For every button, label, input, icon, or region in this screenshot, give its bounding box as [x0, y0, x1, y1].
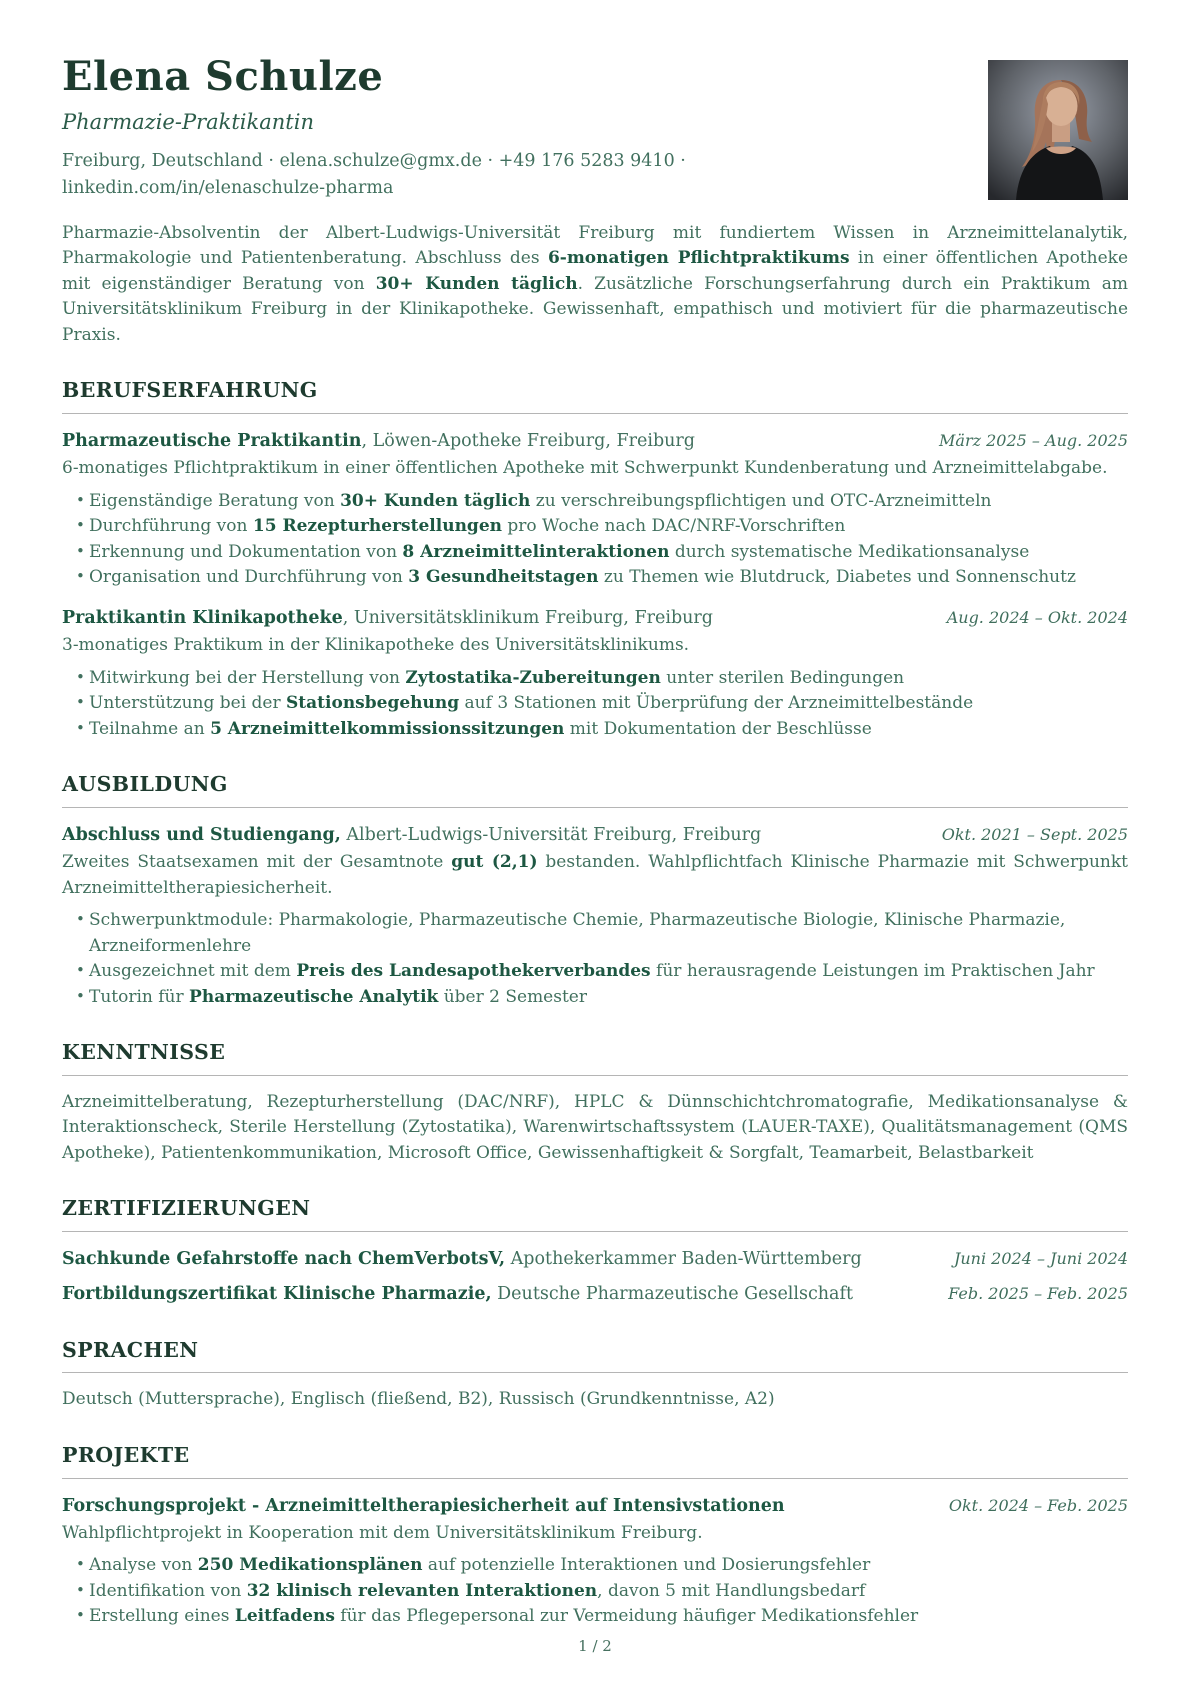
entry-description — [62, 850, 1128, 901]
text-segment: Pharmazie-Absolventin der Albert-Ludwigs-Universität Freiburg mit fundiertem Wissen in Arzneimittelanalytik, Pharmakologie und Patientenberatung. Abschluss des — [62, 222, 1128, 269]
section-heading: ZERTIFIZIERUNGEN — [62, 1196, 311, 1221]
bullet-text — [89, 668, 904, 688]
text-segment: über 2 Semester — [438, 986, 587, 1007]
section-heading: SPRACHEN — [62, 1337, 199, 1362]
entry-title — [62, 428, 695, 454]
bullet-text — [89, 910, 1065, 956]
text-segment: Schwerpunktmodule: Pharmakologie, Pharmazeutische Chemie, Pharmazeutische Biologie, Klinische Pharmazie, Arzneiformenlehre — [89, 910, 1066, 956]
text-segment: Deutsch (Muttersprache), Englisch (fließend, B2), Russisch (Grundkenntnisse, A2) — [62, 1389, 775, 1410]
bullet-item — [76, 959, 1128, 985]
section-divider — [62, 1372, 1128, 1373]
entry-title-bold: Abschluss und Studiengang, — [62, 824, 341, 845]
entry — [62, 1493, 1128, 1630]
entry-bullet-list — [62, 908, 1128, 1010]
header-identity — [62, 53, 686, 202]
text-segment: , davon 5 mit Handlungsbedarf — [597, 1580, 866, 1601]
person-job-title: Pharmazie-Praktikantin — [62, 110, 314, 134]
entry-header — [62, 1281, 1128, 1307]
entry-date-range: März 2025 – Aug. 2025 — [939, 431, 1128, 450]
bullet-text — [89, 1581, 865, 1601]
section-heading: BERUFSERFAHRUNG — [62, 378, 318, 403]
text-segment: 6-monatiges Pflichtpraktikum in einer öffentlichen Apotheke mit Schwerpunkt Kundenberatung und Arzneimittelabgabe. — [62, 458, 1108, 479]
text-segment: Unterstützung bei der — [89, 693, 287, 713]
entry — [62, 822, 1128, 1010]
bullet-item — [76, 540, 1128, 566]
entry-title — [62, 1246, 862, 1272]
entry-bullet-list — [62, 489, 1128, 591]
entry-title-bold: Pharmazeutische Praktikantin — [62, 431, 362, 451]
section-berufserfahrung — [62, 375, 1128, 742]
bullet-text — [89, 719, 872, 739]
highlight-text: 5 Arzneimittelkommissionssitzungen — [210, 718, 565, 739]
bullet-marker: • — [76, 693, 85, 711]
text-segment: Organisation und Durchführung von — [89, 567, 409, 588]
resume-header — [62, 53, 1128, 202]
section-projekte — [62, 1440, 1128, 1630]
entry — [62, 428, 1128, 591]
entry-title — [62, 822, 761, 848]
highlight-text: 3 Gesundheitstagen — [408, 567, 599, 588]
section-heading: PROJEKTE — [62, 1442, 190, 1467]
bullet-text — [89, 987, 587, 1007]
entry-title-rest: Deutsche Pharmazeutische Gesellschaft — [491, 1284, 854, 1305]
bullet-marker: • — [76, 961, 85, 979]
entry-header — [62, 605, 1128, 631]
text-segment: zu Themen wie Blutdruck, Diabetes und Sonnenschutz — [598, 567, 1076, 588]
entry-title-bold: Fortbildungszertifikat Klinische Pharmazie, — [62, 1284, 492, 1305]
entry-description — [62, 1521, 1128, 1547]
highlight-text: Preis des Landesapothekerverbandes — [296, 961, 651, 981]
highlight-text: 15 Rezepturherstellungen — [252, 516, 502, 537]
bullet-item — [76, 717, 1128, 743]
text-segment: Ausgezeichnet mit dem — [89, 961, 297, 981]
section-ausbildung — [62, 769, 1128, 1010]
text-segment: Identifikation von — [89, 1580, 247, 1601]
text-segment: durch systematische Medikationsanalyse — [669, 541, 1030, 562]
bullet-text — [89, 491, 991, 511]
entry-description — [62, 456, 1128, 482]
section-paragraph — [62, 1387, 1128, 1413]
bullet-marker: • — [76, 910, 85, 928]
section-divider — [62, 413, 1128, 414]
entry-header — [62, 1493, 1128, 1519]
bullet-marker: • — [76, 1555, 85, 1574]
bullet-marker: • — [76, 667, 85, 686]
bullet-marker: • — [76, 1580, 85, 1599]
highlight-text: 32 klinisch relevanten Interaktionen — [246, 1580, 598, 1601]
portrait-photo-graphic — [988, 60, 1128, 200]
section-heading: KENNTNISSE — [62, 1040, 226, 1064]
entry-date-range: Juni 2024 – Juni 2024 — [953, 1249, 1128, 1268]
text-segment: auf 3 Stationen mit Überprüfung der Arzneimittelbestände — [459, 693, 974, 713]
bullet-item — [76, 489, 1128, 515]
section-heading: AUSBILDUNG — [62, 772, 228, 796]
highlight-text: Pharmazeutische Analytik — [189, 986, 439, 1007]
section-sprachen — [62, 1335, 1128, 1413]
bullet-marker: • — [76, 541, 85, 560]
entry-title — [62, 605, 713, 631]
section-divider — [62, 1075, 1128, 1076]
bullet-text — [89, 567, 1076, 587]
text-segment: für herausragende Leistungen im Praktischen Jahr — [650, 961, 1095, 981]
page-number: 1 / 2 — [578, 1636, 612, 1655]
entry-header — [62, 822, 1128, 848]
bullet-marker: • — [76, 718, 85, 737]
bullet-marker: • — [76, 986, 85, 1005]
bullet-text — [89, 693, 973, 713]
entry — [62, 1281, 1128, 1307]
highlight-text: Stationsbegehung — [286, 693, 460, 713]
profile-summary — [62, 221, 1128, 349]
text-segment: Tutorin für — [89, 986, 190, 1007]
text-segment: mit Dokumentation der Beschlüsse — [564, 718, 872, 739]
highlight-text: 30+ Kunden täglich — [340, 490, 531, 511]
entry-title-rest: Albert-Ludwigs-Universität Freiburg, Freiburg — [340, 824, 762, 845]
text-segment: auf potenzielle Interaktionen und Dosierungsfehler — [422, 1555, 871, 1576]
contact-info — [62, 148, 686, 202]
entry-header — [62, 428, 1128, 454]
text-segment: pro Woche nach DAC/NRF-Vorschriften — [502, 516, 846, 537]
bullet-item — [76, 565, 1128, 591]
entry-date-range: Okt. 2024 – Feb. 2025 — [948, 1495, 1128, 1515]
bullet-item — [76, 1553, 1128, 1579]
text-segment: . Zusätzliche Forschungserfahrung durch ein Praktikum am Universitätsklinikum Freiburg in der Klinikapotheke. Gewissenhaft, empathisch und motiviert für die pharmazeutische Praxis. — [62, 273, 1128, 345]
highlight-text: Zytostatika-Zubereitungen — [405, 667, 661, 688]
bullet-item — [76, 514, 1128, 540]
entry-title-rest: , Universitätsklinikum Freiburg, Freiburg — [342, 607, 713, 628]
text-segment: Durchführung von — [89, 516, 253, 537]
resume-sections — [62, 375, 1128, 1630]
entry-title-bold: Sachkunde Gefahrstoffe nach ChemVerbotsV, — [62, 1249, 506, 1269]
section-divider — [62, 1478, 1128, 1479]
text-segment: Wahlpflichtprojekt in Kooperation mit dem Universitätsklinikum Freiburg. — [62, 1522, 703, 1543]
bullet-text — [89, 961, 1095, 981]
profile-photo — [988, 60, 1128, 200]
entry-date-range: Okt. 2021 – Sept. 2025 — [941, 824, 1128, 844]
entry-description — [62, 633, 1128, 659]
entry-title-bold: Praktikantin Klinikapotheke — [62, 607, 343, 628]
bullet-item — [76, 691, 1128, 717]
person-name: Elena Schulze — [62, 53, 384, 100]
bullet-item — [76, 908, 1128, 959]
bullet-marker: • — [76, 1606, 85, 1625]
highlight-text: gut (2,1) — [451, 852, 538, 872]
highlight-text: Leitfadens — [234, 1606, 335, 1627]
entry-date-range: Feb. 2025 – Feb. 2025 — [948, 1284, 1128, 1304]
text-segment: in einer öffentlichen Apotheke mit eigenständiger Beratung von — [62, 248, 1129, 294]
text-segment: Erkennung und Dokumentation von — [89, 541, 403, 562]
text-segment: Analyse von — [89, 1555, 198, 1576]
section-zertifizierungen — [62, 1193, 1128, 1307]
bullet-text — [89, 542, 1029, 562]
text-segment: zu verschreibungspflichtigen und OTC-Arzneimitteln — [530, 490, 992, 511]
bullet-item — [76, 1604, 1128, 1630]
entry — [62, 605, 1128, 742]
text-segment: Arzneimittelberatung, Rezepturherstellung (DAC/NRF), HPLC & Dünnschichtchromatografie, Medikationsanalyse & Interaktionscheck, Sterile Herstellung (Zytostatika), Warenwirtschaftssystem (LAUER-TAXE), Qualitätsmanagement (QMS Apotheke), Patientenkommunikation, Microsoft Office, Gewissenhaftigkeit & Sorgfalt, Teamarbeit, Belastbarkeit — [62, 1091, 1128, 1163]
bullet-marker: • — [76, 516, 85, 535]
section-paragraph — [62, 1090, 1128, 1167]
text-segment: Erstellung eines — [89, 1606, 235, 1627]
entry-bullet-list — [62, 666, 1128, 743]
highlight-text: 8 Arzneimittelinteraktionen — [402, 541, 670, 562]
entry-header — [62, 1246, 1128, 1272]
text-segment: für das Pflegepersonal zur Vermeidung häufiger Medikationsfehler — [334, 1606, 919, 1627]
contact-line-2: linkedin.com/in/elenaschulze-pharma — [62, 177, 394, 198]
bullet-item — [76, 985, 1128, 1011]
entry-title-bold: Forschungsprojekt - Arzneimitteltherapiesicherheit auf Intensivstationen — [62, 1495, 785, 1516]
entry-title — [62, 1493, 785, 1519]
section-divider — [62, 807, 1128, 808]
entry-title-rest: Apothekerkammer Baden-Württemberg — [505, 1249, 862, 1269]
section-kenntnisse — [62, 1037, 1128, 1166]
text-segment: Teilnahme an — [89, 718, 211, 739]
text-segment: bestanden. Wahlpflichtfach Klinische Pharmazie mit Schwerpunkt Arzneimitteltherapiesicherheit. — [62, 852, 1129, 898]
text-segment: 3-monatiges Praktikum in der Klinikapotheke des Universitätsklinikums. — [62, 635, 690, 655]
entry-title-rest: , Löwen-Apotheke Freiburg, Freiburg — [361, 431, 695, 451]
text-segment: Mitwirkung bei der Herstellung von — [89, 667, 406, 688]
contact-line-1: Freiburg, Deutschland · elena.schulze@gmx.de · +49 176 5283 9410 · — [62, 150, 686, 171]
highlight-text: 30+ Kunden täglich — [375, 273, 578, 294]
bullet-text — [89, 1606, 918, 1626]
bullet-text — [89, 1555, 870, 1575]
highlight-text: 250 Medikationsplänen — [197, 1555, 423, 1576]
entry — [62, 1246, 1128, 1272]
bullet-marker: • — [76, 490, 85, 509]
bullet-item — [76, 666, 1128, 692]
entry-title — [62, 1281, 853, 1307]
bullet-item — [76, 1579, 1128, 1605]
text-segment: unter sterilen Bedingungen — [660, 667, 905, 688]
bullet-marker: • — [76, 567, 85, 586]
text-segment: Zweites Staatsexamen mit der Gesamtnote — [62, 852, 452, 872]
highlight-text: 6-monatigen Pflichtpraktikums — [547, 248, 850, 269]
entry-bullet-list — [62, 1553, 1128, 1630]
section-divider — [62, 1231, 1128, 1232]
entry-date-range: Aug. 2024 – Okt. 2024 — [946, 607, 1128, 627]
text-segment: Eigenständige Beratung von — [89, 490, 341, 511]
bullet-text — [89, 516, 845, 536]
